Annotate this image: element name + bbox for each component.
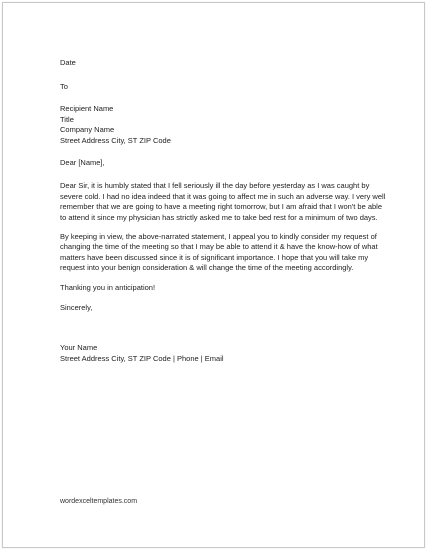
website-footer: wordexceltemplates.com bbox=[60, 498, 138, 505]
recipient-address: Street Address City, ST ZIP Code bbox=[60, 135, 171, 145]
sender-name: Your Name bbox=[60, 343, 98, 353]
sender-details: Street Address City, ST ZIP Code | Phone | Email bbox=[60, 353, 224, 363]
to-line: To bbox=[60, 81, 68, 91]
salutation: Dear [Name], bbox=[60, 157, 105, 167]
closing-line: Sincerely, bbox=[60, 302, 93, 312]
company-name: Company Name bbox=[60, 125, 115, 135]
recipient-name: Recipient Name bbox=[60, 104, 114, 114]
letter-page bbox=[2, 2, 425, 548]
paragraph-1: Dear Sir, it is humbly stated that I fell seriously ill the day before yesterday as I was caught by severe cold. I had no idea indeed that it was going to affect me in such an adverse way. I very well remember that we are going to have a meeting right tomorrow, but I am afraid that I won't be able to attend it since my physician has strictly asked me to take bed rest for a minimum of two days. bbox=[60, 181, 386, 222]
paragraph-2: By keeping in view, the above-narrated statement, I appeal you to kindly consider my request of changing the time of the meeting so that I may be able to attend it & have the know-how of what matters have been discussed since it is of significant importance. I hope that you will take my request into your benign consideration & will change the time of the meeting accordingly. bbox=[60, 231, 378, 273]
thanks-line: Thanking you in anticipation! bbox=[60, 282, 156, 292]
recipient-title: Title bbox=[60, 114, 74, 124]
date-line: Date bbox=[60, 58, 76, 67]
letter-body bbox=[60, 58, 390, 364]
